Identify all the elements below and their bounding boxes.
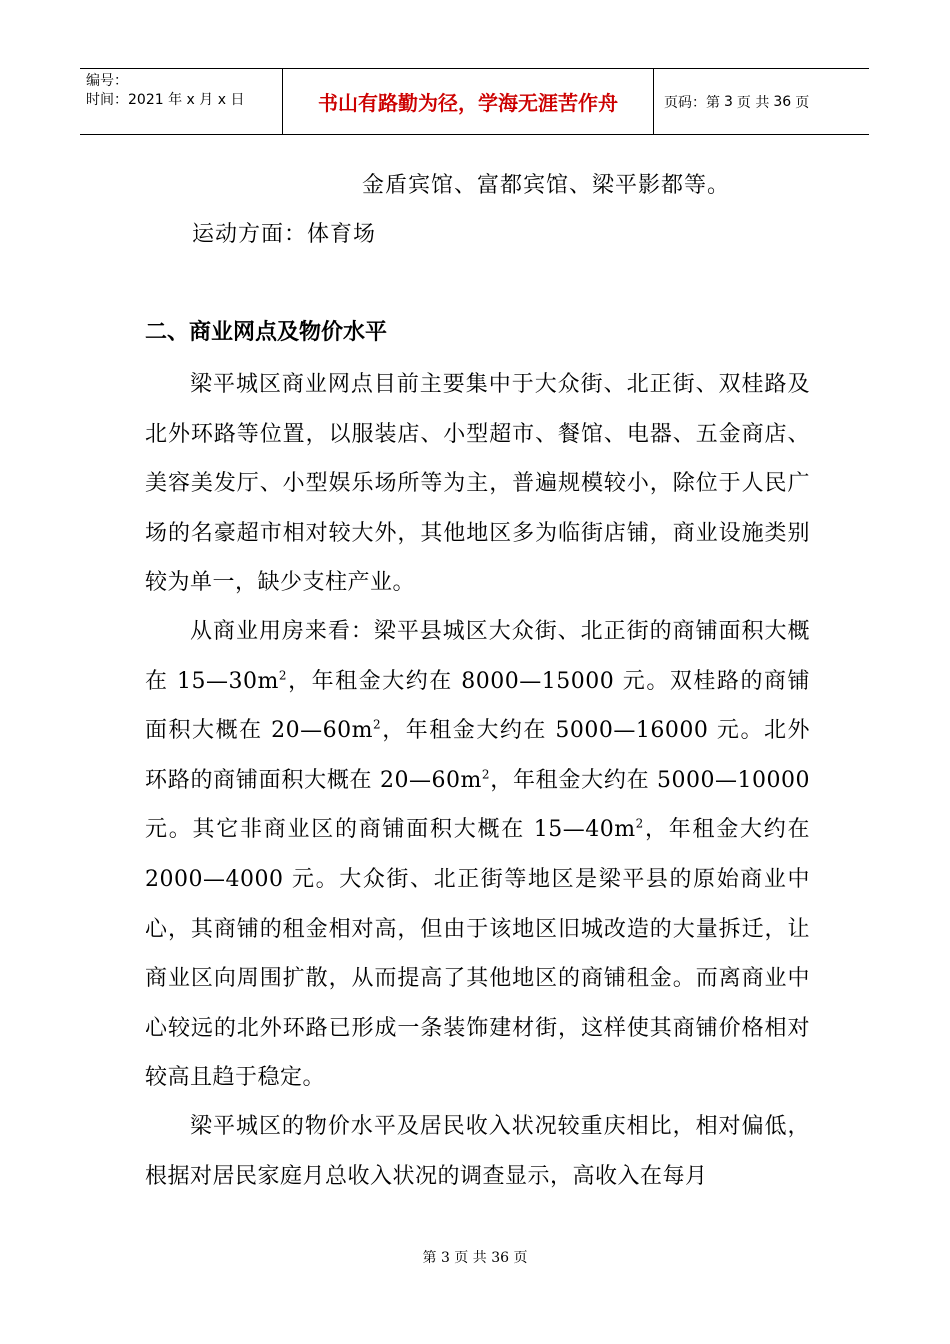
page-info-prefix: 页码：第 — [664, 94, 720, 111]
rent-text-2: ，年租金大约在 8000—15000 元。双桂路的商铺面积大概在 20—60m — [145, 668, 810, 744]
page-info-mid: 页 共 — [736, 94, 770, 111]
paragraph-commercial-outlets: 梁平城区商业网点目前主要集中于大众街、北正街、双桂路及北外环路等位置，以服装店、小型超市、餐馆、电器、五金商店、美容美发厅、小型娱乐场所等为主，普遍规模较小，除位于人民广场的名豪超市相对较大外，其他地区多为临街店铺，商业设施类别较为单一，缺少支柱产业。 — [145, 372, 810, 596]
body-line-sports: 运动方面：体育场 — [192, 222, 377, 247]
rent-text-4: ，年租金大约在 5000—10000 元。其它非商业区的商铺面积大概在 15—40m — [145, 767, 811, 843]
superscript-2: 2 — [481, 767, 490, 782]
superscript-2: 2 — [373, 717, 382, 732]
rent-text-1: 从商业用房来看：梁平县城区大众街、北正街的商铺面积大概在 15—30m — [145, 619, 810, 694]
body-line-hotels: 金盾宾馆、富都宾馆、梁平影都等。 — [362, 173, 731, 198]
paragraph-price-level: 梁平城区的物价水平及居民收入状况较重庆相比，相对偏低，根据对居民家庭月总收入状况的调查显示，高收入在每月 — [145, 1114, 810, 1189]
paragraph-commercial-rent — [145, 607, 810, 1103]
section-heading: 二、商业网点及物价水平 — [145, 320, 388, 345]
header-motto: 书山有路勤为径，学海无涯苦作舟 — [283, 69, 654, 134]
rent-text-3: ，年租金大约在 5000—16000 元。北外环路的商铺面积大概在 20—60m — [145, 718, 811, 793]
superscript-2: 2 — [278, 668, 288, 683]
page-info-total: 36 — [773, 93, 792, 110]
header-page-info — [654, 69, 869, 134]
rent-text-5: ，年租金大约在 2000—4000 元。大众街、北正街等地区是梁平县的原始商业中心，其商铺的租金相对高，但由于该地区旧城改造的大量拆迁，让商业区向周围扩散，从而提高了其他地区的商铺租金。而离商业中心较远的北外环路已形成一条装饰建材街，这样使其商铺价格相对较高且趋于稳定。 — [145, 817, 810, 1091]
header-meta-cell — [80, 69, 283, 134]
page-info-suffix: 页 — [795, 94, 810, 111]
page-footer: 第 3 页 共 36 页 — [422, 1250, 528, 1266]
document-time-label: 时间：2021 年 x 月 x 日 — [86, 92, 245, 108]
superscript-2: 2 — [635, 817, 644, 832]
document-number-label: 编号： — [86, 73, 128, 89]
page-header — [80, 68, 869, 135]
page-info-current: 3 — [724, 93, 733, 110]
